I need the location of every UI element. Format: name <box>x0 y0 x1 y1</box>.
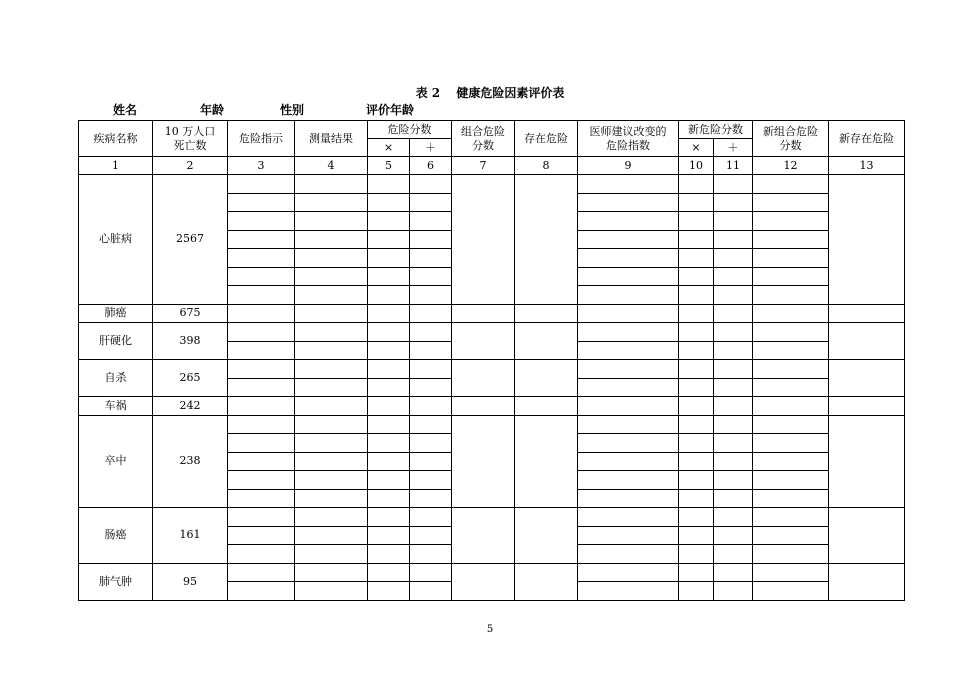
measurement-cell <box>295 175 368 194</box>
new-risk-multiply-cell <box>679 230 714 249</box>
doctor-advice-cell <box>578 323 679 342</box>
doctor-advice-cell <box>578 563 679 582</box>
new-combined-risk-cell <box>753 267 829 286</box>
header-combined-risk-line2: 分数 <box>472 138 494 152</box>
risk-score-plus-cell <box>410 360 452 379</box>
new-combined-risk-cell <box>753 508 829 527</box>
risk-score-plus-cell <box>410 471 452 490</box>
risk-score-plus-cell <box>410 267 452 286</box>
measurement-cell <box>295 323 368 342</box>
header-risk-indicator: 危险指示 <box>228 121 295 157</box>
risk-indicator-cell <box>228 471 295 490</box>
risk-indicator-cell <box>228 341 295 360</box>
doctor-advice-cell <box>578 471 679 490</box>
risk-score-multiply-cell <box>368 508 410 527</box>
new-risk-plus-cell <box>714 323 753 342</box>
doctor-advice-cell <box>578 341 679 360</box>
risk-score-multiply-cell <box>368 452 410 471</box>
doctor-advice-cell <box>578 304 679 323</box>
existing-risk-cell <box>515 563 578 600</box>
risk-score-multiply-cell <box>368 230 410 249</box>
risk-score-plus-cell <box>410 545 452 564</box>
new-risk-multiply-cell <box>679 304 714 323</box>
new-risk-multiply-cell <box>679 434 714 453</box>
new-combined-risk-cell <box>753 545 829 564</box>
doctor-advice-cell <box>578 545 679 564</box>
doctor-advice-cell <box>578 397 679 416</box>
disease-name-cell: 肺气肿 <box>79 563 153 600</box>
deaths-cell: 675 <box>153 304 228 323</box>
measurement-cell <box>295 489 368 508</box>
measurement-cell <box>295 526 368 545</box>
header-multiply: × <box>368 139 410 157</box>
doctor-advice-cell <box>578 378 679 397</box>
risk-score-plus-cell <box>410 286 452 305</box>
risk-score-plus-cell <box>410 415 452 434</box>
column-number: 10 <box>679 157 714 175</box>
risk-score-plus-cell <box>410 193 452 212</box>
new-risk-plus-cell <box>714 286 753 305</box>
header-risk-score: 危险分数 <box>368 121 452 139</box>
doctor-advice-cell <box>578 267 679 286</box>
header-doctor-advice-line1: 医师建议改变的 <box>589 124 667 138</box>
new-existing-risk-cell <box>829 360 905 397</box>
new-risk-multiply-cell <box>679 489 714 508</box>
table-title-text: 健康危险因素评价表 <box>456 86 565 100</box>
new-risk-multiply-cell <box>679 508 714 527</box>
risk-score-multiply-cell <box>368 323 410 342</box>
risk-score-plus-cell <box>410 526 452 545</box>
risk-score-multiply-cell <box>368 267 410 286</box>
risk-score-multiply-cell <box>368 582 410 601</box>
header-deaths-line1: 10 万人口 <box>164 124 216 138</box>
risk-indicator-cell <box>228 286 295 305</box>
combined-risk-cell <box>452 304 515 323</box>
header-new-risk-score: 新危险分数 <box>679 121 753 139</box>
new-combined-risk-cell <box>753 378 829 397</box>
new-risk-plus-cell <box>714 341 753 360</box>
new-combined-risk-cell <box>753 249 829 268</box>
disease-name-cell: 车祸 <box>79 397 153 416</box>
header-measurement: 测量结果 <box>295 121 368 157</box>
doctor-advice-cell <box>578 230 679 249</box>
header-existing-risk: 存在危险 <box>515 121 578 157</box>
new-risk-multiply-cell <box>679 378 714 397</box>
new-combined-risk-cell <box>753 341 829 360</box>
risk-indicator-cell <box>228 360 295 379</box>
header-combined-risk <box>452 121 515 157</box>
header-row-1 <box>79 121 905 139</box>
deaths-cell: 265 <box>153 360 228 397</box>
new-risk-multiply-cell <box>679 545 714 564</box>
measurement-cell <box>295 267 368 286</box>
risk-score-multiply-cell <box>368 434 410 453</box>
header-disease-name: 疾病名称 <box>79 121 153 157</box>
new-risk-multiply-cell <box>679 360 714 379</box>
header-deaths-line2: 死亡数 <box>173 138 207 152</box>
deaths-cell: 242 <box>153 397 228 416</box>
risk-score-multiply-cell <box>368 286 410 305</box>
existing-risk-cell <box>515 323 578 360</box>
disease-name-cell: 自杀 <box>79 360 153 397</box>
risk-indicator-cell <box>228 397 295 416</box>
measurement-cell <box>295 563 368 582</box>
new-risk-plus-cell <box>714 545 753 564</box>
new-risk-plus-cell <box>714 193 753 212</box>
measurement-cell <box>295 360 368 379</box>
disease-name-cell: 卒中 <box>79 415 153 508</box>
measurement-cell <box>295 434 368 453</box>
new-combined-risk-cell <box>753 471 829 490</box>
risk-indicator-cell <box>228 508 295 527</box>
risk-indicator-cell <box>228 489 295 508</box>
new-risk-plus-cell <box>714 378 753 397</box>
new-combined-risk-cell <box>753 582 829 601</box>
measurement-cell <box>295 249 368 268</box>
new-risk-multiply-cell <box>679 212 714 231</box>
new-risk-multiply-cell <box>679 249 714 268</box>
header-new-plus: ＋ <box>714 139 753 157</box>
new-risk-multiply-cell <box>679 286 714 305</box>
header-new-multiply: × <box>679 139 714 157</box>
table-row <box>79 323 905 342</box>
risk-evaluation-table <box>78 120 905 601</box>
risk-score-plus-cell <box>410 175 452 194</box>
deaths-cell: 2567 <box>153 175 228 305</box>
new-risk-plus-cell <box>714 397 753 416</box>
new-risk-plus-cell <box>714 304 753 323</box>
gender-label: 性别 <box>280 103 305 117</box>
new-existing-risk-cell <box>829 508 905 564</box>
header-plus: ＋ <box>410 139 452 157</box>
risk-indicator-cell <box>228 545 295 564</box>
risk-score-plus-cell <box>410 249 452 268</box>
measurement-cell <box>295 230 368 249</box>
doctor-advice-cell <box>578 249 679 268</box>
name-label: 姓名 <box>113 103 138 117</box>
risk-score-plus-cell <box>410 563 452 582</box>
risk-score-plus-cell <box>410 323 452 342</box>
column-number: 9 <box>578 157 679 175</box>
risk-score-multiply-cell <box>368 489 410 508</box>
new-combined-risk-cell <box>753 360 829 379</box>
new-existing-risk-cell <box>829 415 905 508</box>
deaths-cell: 238 <box>153 415 228 508</box>
new-risk-multiply-cell <box>679 193 714 212</box>
combined-risk-cell <box>452 323 515 360</box>
combined-risk-cell <box>452 415 515 508</box>
risk-indicator-cell <box>228 304 295 323</box>
new-risk-plus-cell <box>714 563 753 582</box>
new-risk-multiply-cell <box>679 582 714 601</box>
doctor-advice-cell <box>578 434 679 453</box>
risk-score-multiply-cell <box>368 471 410 490</box>
risk-score-multiply-cell <box>368 249 410 268</box>
doctor-advice-cell <box>578 508 679 527</box>
risk-score-plus-cell <box>410 434 452 453</box>
doctor-advice-cell <box>578 175 679 194</box>
deaths-cell: 161 <box>153 508 228 564</box>
header-doctor-advice-line2: 危险指数 <box>606 138 650 152</box>
disease-name-cell: 肝硬化 <box>79 323 153 360</box>
header-new-combined-risk-line2: 分数 <box>779 138 802 152</box>
column-number: 7 <box>452 157 515 175</box>
table-number: 表 2 <box>415 86 441 100</box>
risk-score-plus-cell <box>410 212 452 231</box>
table-row <box>79 360 905 379</box>
column-number: 5 <box>368 157 410 175</box>
risk-score-multiply-cell <box>368 304 410 323</box>
risk-score-multiply-cell <box>368 360 410 379</box>
new-risk-multiply-cell <box>679 563 714 582</box>
risk-score-plus-cell <box>410 508 452 527</box>
age-label: 年龄 <box>200 103 225 117</box>
measurement-cell <box>295 397 368 416</box>
deaths-cell: 95 <box>153 563 228 600</box>
column-number-row <box>79 157 905 175</box>
doctor-advice-cell <box>578 193 679 212</box>
combined-risk-cell <box>452 563 515 600</box>
column-number: 12 <box>753 157 829 175</box>
risk-score-plus-cell <box>410 304 452 323</box>
new-risk-plus-cell <box>714 582 753 601</box>
new-combined-risk-cell <box>753 489 829 508</box>
risk-score-plus-cell <box>410 397 452 416</box>
risk-indicator-cell <box>228 526 295 545</box>
new-risk-plus-cell <box>714 452 753 471</box>
table-row <box>79 304 905 323</box>
measurement-cell <box>295 341 368 360</box>
measurement-cell <box>295 582 368 601</box>
new-risk-multiply-cell <box>679 471 714 490</box>
measurement-cell <box>295 212 368 231</box>
existing-risk-cell <box>515 415 578 508</box>
table-row <box>79 508 905 527</box>
new-risk-plus-cell <box>714 212 753 231</box>
new-existing-risk-cell <box>829 563 905 600</box>
new-risk-plus-cell <box>714 434 753 453</box>
combined-risk-cell <box>452 397 515 416</box>
doctor-advice-cell <box>578 360 679 379</box>
risk-score-plus-cell <box>410 582 452 601</box>
risk-score-multiply-cell <box>368 415 410 434</box>
measurement-cell <box>295 471 368 490</box>
table-body <box>79 121 905 601</box>
risk-indicator-cell <box>228 267 295 286</box>
new-risk-multiply-cell <box>679 341 714 360</box>
risk-score-multiply-cell <box>368 193 410 212</box>
header-doctor-advice <box>578 121 679 157</box>
measurement-cell <box>295 452 368 471</box>
existing-risk-cell <box>515 360 578 397</box>
existing-risk-cell <box>515 397 578 416</box>
table-row <box>79 397 905 416</box>
header-new-combined-risk-line1: 新组合危险 <box>763 124 818 138</box>
measurement-cell <box>295 378 368 397</box>
risk-indicator-cell <box>228 452 295 471</box>
new-risk-plus-cell <box>714 508 753 527</box>
risk-indicator-cell <box>228 249 295 268</box>
risk-score-plus-cell <box>410 230 452 249</box>
new-existing-risk-cell <box>829 304 905 323</box>
table-row <box>79 415 905 434</box>
column-number: 3 <box>228 157 295 175</box>
table-title <box>0 84 980 101</box>
column-number: 8 <box>515 157 578 175</box>
doctor-advice-cell <box>578 212 679 231</box>
new-combined-risk-cell <box>753 434 829 453</box>
header-new-combined-risk <box>753 121 829 157</box>
page-number: 5 <box>486 624 494 635</box>
new-risk-plus-cell <box>714 175 753 194</box>
risk-indicator-cell <box>228 378 295 397</box>
new-risk-multiply-cell <box>679 323 714 342</box>
risk-indicator-cell <box>228 230 295 249</box>
new-combined-risk-cell <box>753 212 829 231</box>
column-number: 13 <box>829 157 905 175</box>
new-risk-plus-cell <box>714 489 753 508</box>
new-combined-risk-cell <box>753 452 829 471</box>
measurement-cell <box>295 304 368 323</box>
risk-score-multiply-cell <box>368 526 410 545</box>
column-number: 6 <box>410 157 452 175</box>
new-risk-plus-cell <box>714 415 753 434</box>
table-row <box>79 563 905 582</box>
disease-name-cell: 肺癌 <box>79 304 153 323</box>
new-risk-multiply-cell <box>679 175 714 194</box>
new-combined-risk-cell <box>753 526 829 545</box>
combined-risk-cell <box>452 175 515 305</box>
risk-score-plus-cell <box>410 452 452 471</box>
new-existing-risk-cell <box>829 397 905 416</box>
doctor-advice-cell <box>578 526 679 545</box>
column-number: 2 <box>153 157 228 175</box>
risk-indicator-cell <box>228 563 295 582</box>
existing-risk-cell <box>515 175 578 305</box>
new-combined-risk-cell <box>753 193 829 212</box>
new-risk-multiply-cell <box>679 452 714 471</box>
evaluation-age-label: 评价年龄 <box>366 103 415 117</box>
disease-name-cell: 心脏病 <box>79 175 153 305</box>
measurement-cell <box>295 415 368 434</box>
new-risk-multiply-cell <box>679 415 714 434</box>
column-number: 4 <box>295 157 368 175</box>
measurement-cell <box>295 286 368 305</box>
risk-score-multiply-cell <box>368 341 410 360</box>
new-existing-risk-cell <box>829 175 905 305</box>
risk-score-multiply-cell <box>368 563 410 582</box>
combined-risk-cell <box>452 508 515 564</box>
doctor-advice-cell <box>578 415 679 434</box>
existing-risk-cell <box>515 508 578 564</box>
new-combined-risk-cell <box>753 286 829 305</box>
measurement-cell <box>295 193 368 212</box>
risk-indicator-cell <box>228 434 295 453</box>
doctor-advice-cell <box>578 582 679 601</box>
doctor-advice-cell <box>578 452 679 471</box>
new-risk-plus-cell <box>714 249 753 268</box>
risk-indicator-cell <box>228 212 295 231</box>
new-combined-risk-cell <box>753 397 829 416</box>
table-row <box>79 175 905 194</box>
new-risk-multiply-cell <box>679 267 714 286</box>
new-combined-risk-cell <box>753 175 829 194</box>
new-risk-multiply-cell <box>679 526 714 545</box>
new-combined-risk-cell <box>753 230 829 249</box>
risk-indicator-cell <box>228 415 295 434</box>
risk-score-plus-cell <box>410 489 452 508</box>
deaths-cell: 398 <box>153 323 228 360</box>
new-risk-multiply-cell <box>679 397 714 416</box>
new-risk-plus-cell <box>714 471 753 490</box>
doctor-advice-cell <box>578 489 679 508</box>
new-combined-risk-cell <box>753 415 829 434</box>
new-risk-plus-cell <box>714 360 753 379</box>
measurement-cell <box>295 508 368 527</box>
risk-indicator-cell <box>228 323 295 342</box>
new-combined-risk-cell <box>753 304 829 323</box>
new-risk-plus-cell <box>714 267 753 286</box>
measurement-cell <box>295 545 368 564</box>
existing-risk-cell <box>515 304 578 323</box>
risk-score-multiply-cell <box>368 545 410 564</box>
header-combined-risk-line1: 组合危险 <box>461 124 505 138</box>
risk-indicator-cell <box>228 193 295 212</box>
risk-score-multiply-cell <box>368 175 410 194</box>
new-risk-plus-cell <box>714 526 753 545</box>
header-deaths <box>153 121 228 157</box>
new-risk-plus-cell <box>714 230 753 249</box>
risk-score-multiply-cell <box>368 378 410 397</box>
doctor-advice-cell <box>578 286 679 305</box>
risk-score-multiply-cell <box>368 397 410 416</box>
risk-score-plus-cell <box>410 341 452 360</box>
new-combined-risk-cell <box>753 323 829 342</box>
risk-indicator-cell <box>228 175 295 194</box>
risk-indicator-cell <box>228 582 295 601</box>
new-existing-risk-cell <box>829 323 905 360</box>
header-new-existing-risk: 新存在危险 <box>829 121 905 157</box>
risk-score-multiply-cell <box>368 212 410 231</box>
column-number: 1 <box>79 157 153 175</box>
disease-name-cell: 肠癌 <box>79 508 153 564</box>
risk-score-plus-cell <box>410 378 452 397</box>
column-number: 11 <box>714 157 753 175</box>
combined-risk-cell <box>452 360 515 397</box>
new-combined-risk-cell <box>753 563 829 582</box>
